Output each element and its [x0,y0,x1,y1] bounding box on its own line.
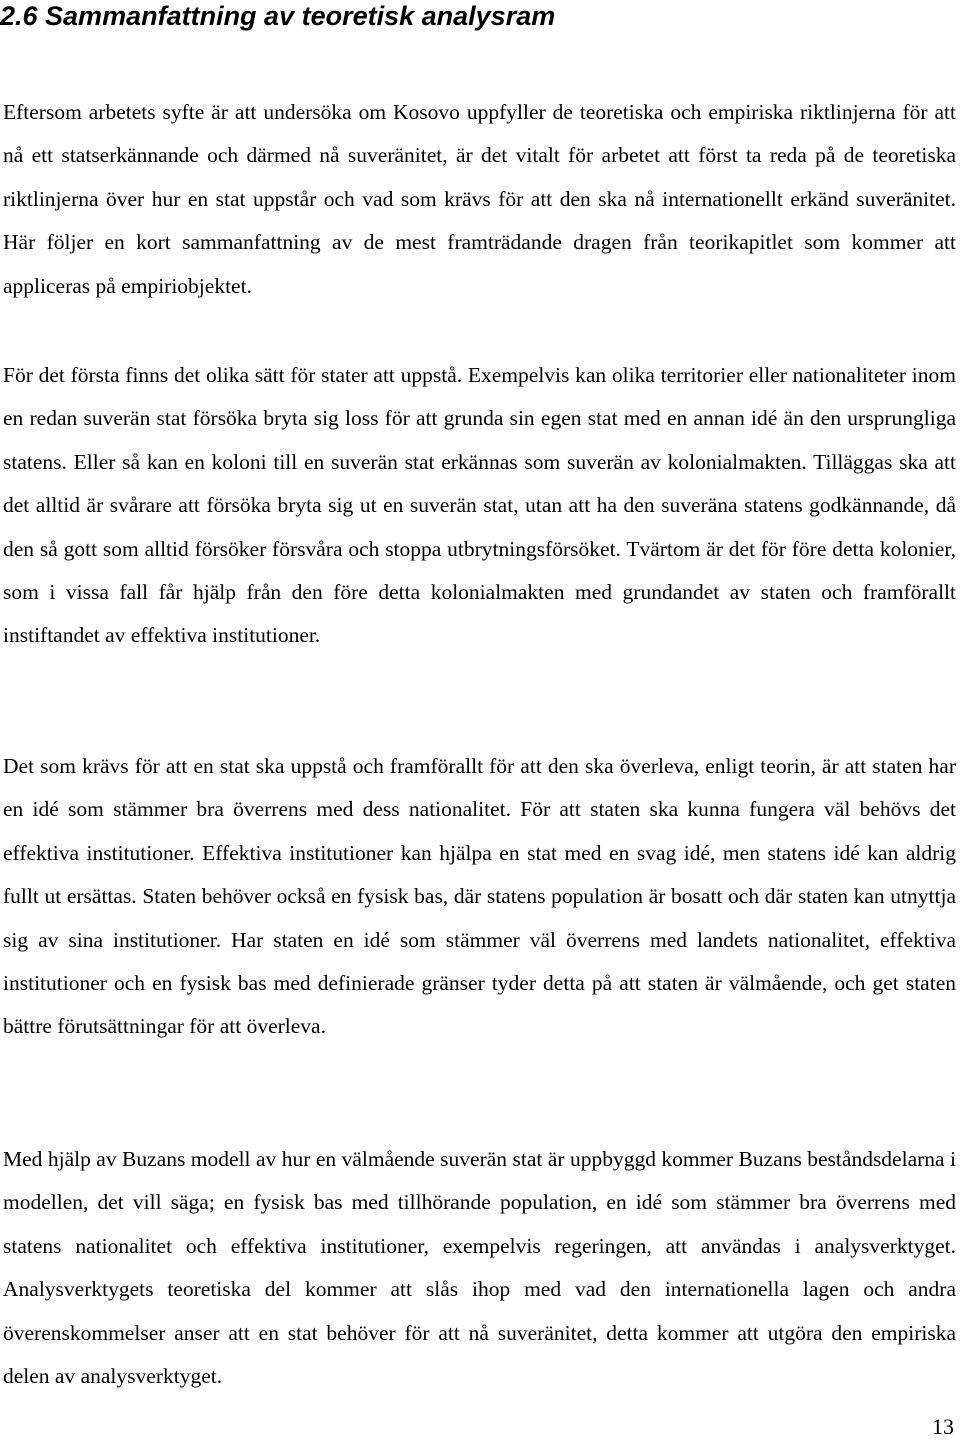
page-number: 13 [932,1414,954,1439]
paragraph-intro: Eftersom arbetets syfte är att undersöka om Kosovo uppfyller de teoretiska och empiriska riktlinjerna för att nå ett statserkännande och därmed nå suveränitet, är det vitalt för arbetet att först ta reda på de teoretiska riktlinjerna över hur en stat uppstår och vad som krävs för att den ska nå internationellt erkänd suveränitet. Här följer en kort sammanfattning av de mest framträdande dragen från teorikapitlet som kommer att appliceras på empiriobjektet. [3,100,956,298]
section-heading: 2.6 Sammanfattning av teoretisk analysram [0,1,556,31]
paragraph-buzan-model: Med hjälp av Buzans modell av hur en välmående suverän stat är uppbyggd kommer Buzans beståndsdelarna i modellen, det vill säga; en fysisk bas med tillhörande population, en idé som stämmer bra överrens med statens nationalitet och effektiva institutioner, exempelvis regeringen, att användas i analysverktyget. Analysverktygets teoretiska del kommer att slås ihop med vad den internationella lagen och andra överenskommelser anser att en stat behöver för att nå suveränitet, detta kommer att utgöra den empiriska delen av analysverktyget. [3,1147,956,1389]
paragraph-state-emergence: För det första finns det olika sätt för stater att uppstå. Exempelvis kan olika territorier eller nationaliteter inom en redan suverän stat försöka bryta sig loss för att grunda sin egen stat med en annan idé än den ursprungliga statens. Eller så kan en koloni till en suverän stat erkännas som suverän av kolonialmakten. Tilläggas ska att det alltid är svårare att försöka bryta sig ut en suverän stat, utan att ha den suveräna statens godkännande, då den så gott som alltid försöker försvåra och stoppa utbrytningsförsöket. Tvärtom är det för före detta kolonier, som i vissa fall får hjälp från den före detta kolonialmakten med grundandet av staten och framförallt instiftandet av effektiva institutioner. [3,363,956,648]
paragraph-state-requirements: Det som krävs för att en stat ska uppstå och framförallt för att den ska överleva, enligt teorin, är att staten har en idé som stämmer bra överrens med dess nationalitet. För att staten ska kunna fungera väl behövs det effektiva institutioner. Effektiva institutioner kan hjälpa en stat med en svag idé, men statens idé kan aldrig fullt ut ersättas. Staten behöver också en fysisk bas, där statens population är bosatt och där staten kan utnyttja sig av sina institutioner. Har staten en idé som stämmer väl överrens med landets nationalitet, effektiva institutioner och en fysisk bas med definierade gränser tyder detta på att staten är välmående, och get staten bättre förutsättningar för att överleva. [3,754,956,1039]
